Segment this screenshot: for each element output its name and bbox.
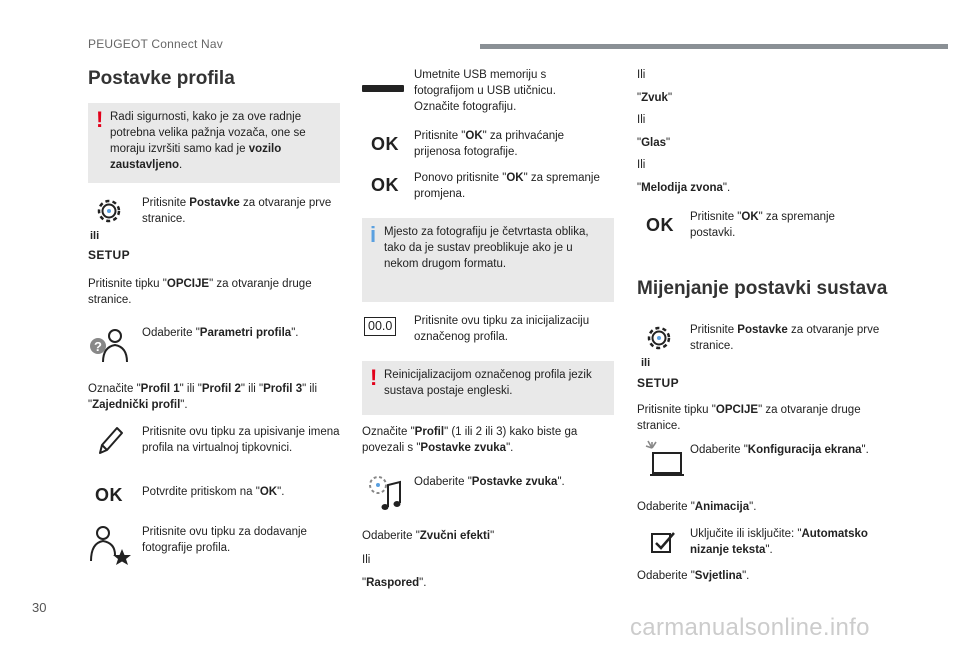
voice-option: "Glas": [637, 137, 671, 149]
svg-text:?: ?: [94, 339, 102, 354]
gear-icon: [94, 196, 124, 226]
name-instruction: Pritisnite ovu tipku za upisivanje imena profila na virtualnoj tipkovnici.: [142, 426, 340, 454]
setup-label: SETUP: [88, 248, 131, 262]
settings-instruction: Pritisnite Postavke za otvaranje prve stranice.: [690, 324, 880, 352]
screen-config-icon: [644, 440, 684, 478]
or-label: Ili: [637, 159, 646, 171]
ok-icon: OK: [646, 215, 674, 235]
or-label: Ili: [362, 554, 371, 566]
warning-note: [88, 103, 340, 183]
auto-scroll-instruction: Uključite ili isključite: "Automatsko nizanje teksta".: [690, 528, 868, 556]
or-label: ili: [90, 230, 100, 242]
gear-icon: [644, 323, 674, 353]
or-label: Ili: [637, 114, 646, 126]
page-number: 30: [32, 600, 47, 615]
ringtone-option: "Melodija zvona".: [637, 182, 731, 194]
options-instruction: Pritisnite tipku "OPCIJE" za otvaranje druge stranice.: [637, 404, 861, 432]
screen-config-instruction: Odaberite "Konfiguracija ekrana".: [690, 444, 869, 456]
brightness-instruction: Odaberite "Svjetlina".: [637, 570, 750, 582]
setup-label: SETUP: [637, 376, 680, 390]
pencil-icon: [94, 423, 124, 457]
warning-note-text: Radi sigurnosti, kako je za ove radnje potrebna velika pažnja vozača, one se moraju izvršiti samo kad je vozilo zaustavljeno.: [110, 111, 306, 171]
reset-instruction: Pritisnite ovu tipku za inicijalizaciju označenog profila.: [414, 315, 590, 343]
usb-icon: [362, 85, 404, 92]
header-brand: PEUGEOT Connect Nav: [88, 37, 223, 51]
confirm-instruction: Potvrdite pritiskom na "OK".: [142, 486, 285, 498]
accept-instruction: Pritisnite "OK" za prihvaćanje prijenosa fotografije.: [414, 130, 565, 158]
reset-warning-note: [362, 361, 614, 415]
layout-option: "Raspored".: [362, 577, 427, 589]
profile-icon: [88, 325, 128, 365]
sound-instruction: Odaberite "Postavke zvuka".: [414, 476, 565, 488]
ok-icon: OK: [371, 134, 399, 154]
save-instruction: Ponovo pritisnite "OK" za spremanje promjena.: [414, 172, 600, 200]
usb-instruction: Umetnite USB memoriju s fotografijom u USB utičnicu. Označite fotografiju.: [414, 69, 556, 113]
checkbox-icon: [650, 529, 676, 555]
section-title-profile: Postavke profila: [88, 68, 235, 89]
or-label: ili: [641, 357, 651, 369]
mark-profile-instruction: Označite "Profil 1" ili "Profil 2" ili "Profil 3" ili "Zajednički profil".: [88, 383, 318, 411]
info-mark-icon: i: [370, 222, 377, 247]
options-instruction: Pritisnite tipku "OPCIJE" za otvaranje druge stranice.: [88, 278, 312, 306]
info-note: [362, 218, 614, 302]
warning-mark-icon: !: [96, 107, 104, 132]
reset-counter-icon: 00.0: [364, 317, 396, 336]
ok-icon: OK: [371, 175, 399, 195]
profile-photo-icon: [88, 523, 132, 565]
ok-icon: OK: [95, 485, 123, 505]
link-profile-instruction: Označite "Profil" (1 ili 2 ili 3) kako biste ga povezali s "Postavke zvuka".: [362, 426, 578, 454]
watermark: carmanualsonline.info: [630, 614, 870, 641]
animation-instruction: Odaberite "Animacija".: [637, 501, 757, 513]
save-settings-instruction: Pritisnite "OK" za spremanje postavki.: [690, 211, 835, 239]
section-title-system: Mijenjanje postavki sustava: [637, 278, 888, 299]
or-label: Ili: [637, 69, 646, 81]
profiles-instruction: Odaberite "Parametri profila".: [142, 327, 299, 339]
sound-settings-icon: [366, 473, 404, 513]
header-bar: [480, 44, 948, 49]
sound-option: "Zvuk": [637, 92, 673, 104]
warning-mark-icon: !: [370, 365, 378, 390]
effects-option: Odaberite "Zvučni efekti": [362, 530, 495, 542]
settings-instruction: Pritisnite Postavke za otvaranje prve stranice.: [142, 197, 332, 225]
info-note-text: Mjesto za fotografiju je četvrtasta oblika, tako da je sustav preoblikuje ako je u nekom drugom formatu.: [384, 226, 589, 270]
reset-warning-text: Reinicijalizacijom označenog profila jezik sustava postaje engleski.: [384, 369, 592, 397]
photo-instruction: Pritisnite ovu tipku za dodavanje fotografije profila.: [142, 526, 307, 554]
